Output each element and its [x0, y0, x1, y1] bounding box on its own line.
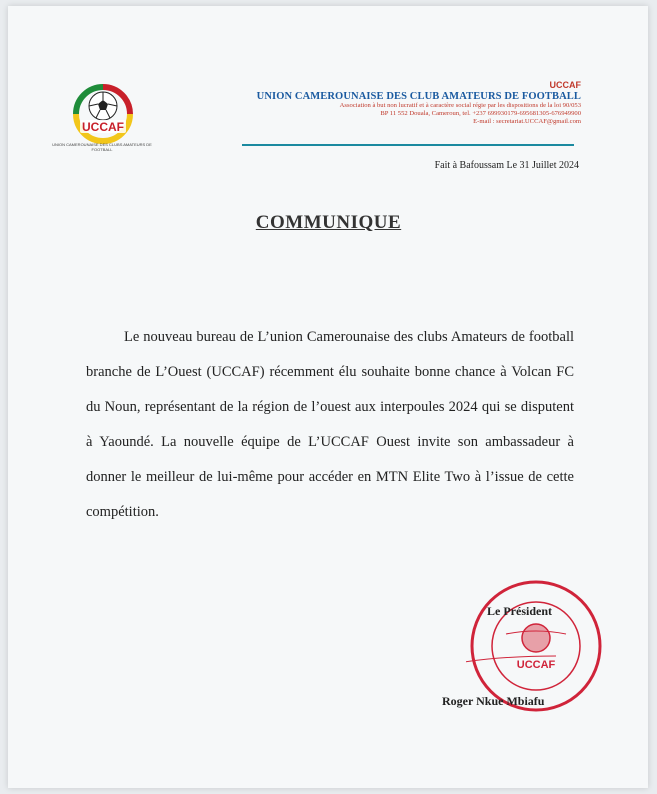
letterhead-line-2: BP 11 552 Douala, Cameroun, tel. +237 699930179-695681305-676949900	[380, 110, 581, 117]
document-title-text: COMMUNIQUE	[255, 212, 402, 233]
stamp-text: UCCAF	[516, 659, 556, 671]
logo-caption: UNION CAMEROUNAISE DES CLUBS AMATEURS DE FOOTBALL	[52, 142, 152, 152]
letterhead-abbr: UCCAF	[549, 80, 581, 90]
logo-text: UCCAF	[82, 120, 124, 134]
signatory-name: Roger Nkue Mbiafu	[442, 694, 545, 708]
date-line: Fait à Bafoussam Le 31 Juillet 2024	[434, 160, 579, 171]
signatory-role: Le Président	[487, 604, 552, 618]
letterhead-org-name: UNION CAMEROUNAISE DES CLUB AMATEURS DE FOOTBALL	[256, 91, 581, 102]
letterhead-divider	[242, 144, 574, 146]
letterhead	[201, 80, 581, 126]
letterhead-line-3: E-mail : secretariat.UCCAF@gmail.com	[473, 118, 581, 125]
communique-body: Le nouveau bureau de L’union Camerounaise des clubs Amateurs de football branche de L’Ouest (UCCAF) récemment élu souhaite bonne chance à Volcan FC du Noun, représentant de la région de l’ouest aux interpoules 2024 qui se disputent à Yaoundé. La nouvelle équipe de L’UCCAF Ouest invite son ambassadeur à donner le meilleur de lui-même pour accéder en MTN Elite Two à l’issue de cette compétition.	[86, 329, 574, 520]
uccaf-logo	[58, 76, 148, 146]
letterhead-line-1: Association à but non lucratif et à caractère social régie par les dispositions de la loi 90/053	[339, 102, 581, 109]
document-title	[0, 212, 657, 234]
